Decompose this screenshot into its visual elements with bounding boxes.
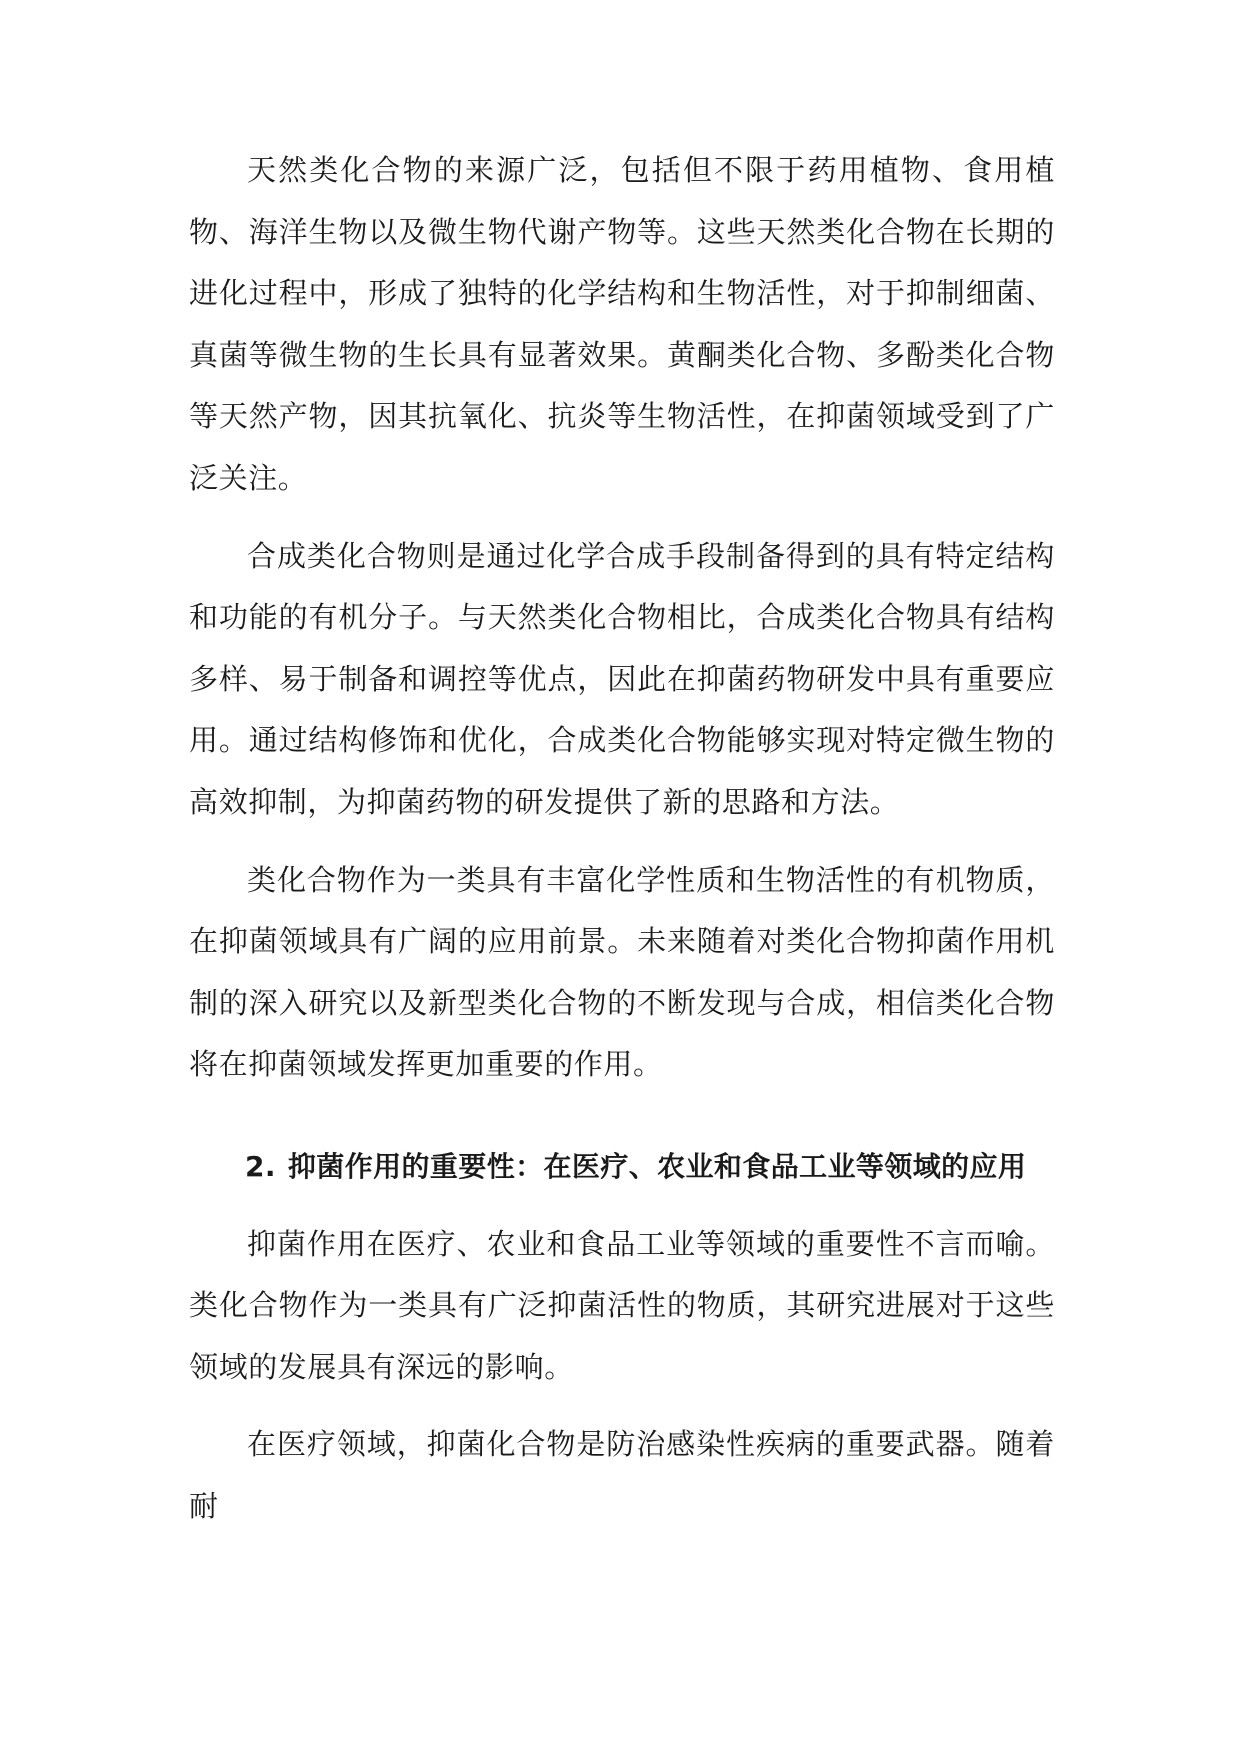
paragraph-importance: 抑菌作用在医疗、农业和食品工业等领域的重要性不言而喻。类化合物作为一类具有广泛抑菌活性的物质，其研究进展对于这些领域的发展具有深远的影响。: [189, 1226, 1055, 1384]
paragraph-natural-compounds: 天然类化合物的来源广泛，包括但不限于药用植物、食用植物、海洋生物以及微生物代谢产物等。这些天然类化合物在长期的进化过程中，形成了独特的化学结构和生物活性，对于抑制细菌、真菌等微生物的生长具有显著效果。黄酮类化合物、多酚类化合物等天然产物，因其抗氧化、抗炎等生物活性，在抑菌领域受到了广泛关注。: [189, 153, 1055, 495]
section-heading: [189, 1136, 1055, 1198]
paragraph-prospects: 类化合物作为一类具有丰富化学性质和生物活性的有机物质，在抑菌领域具有广阔的应用前景。未来随着对类化合物抑菌作用机制的深入研究以及新型类化合物的不断发现与合成，相信类化合物将在抑菌领域发挥更加重要的作用。: [189, 862, 1055, 1082]
paragraph-medical-field: 在医疗领域，抑菌化合物是防治感染性疾病的重要武器。随着耐: [189, 1427, 1055, 1523]
document-body: [189, 140, 1055, 1553]
section-number: 2.: [245, 1149, 276, 1183]
paragraph-synthetic-compounds: 合成类化合物则是通过化学合成手段制备得到的具有特定结构和功能的有机分子。与天然类化合物相比，合成类化合物具有结构多样、易于制备和调控等优点，因此在抑菌药物研发中具有重要应用。通过结构修饰和优化，合成类化合物能够实现对特定微生物的高效抑制，为抑菌药物的研发提供了新的思路和方法。: [189, 538, 1055, 819]
section-title: 抑菌作用的重要性：在医疗、农业和食品工业等领域的应用: [287, 1149, 1027, 1183]
